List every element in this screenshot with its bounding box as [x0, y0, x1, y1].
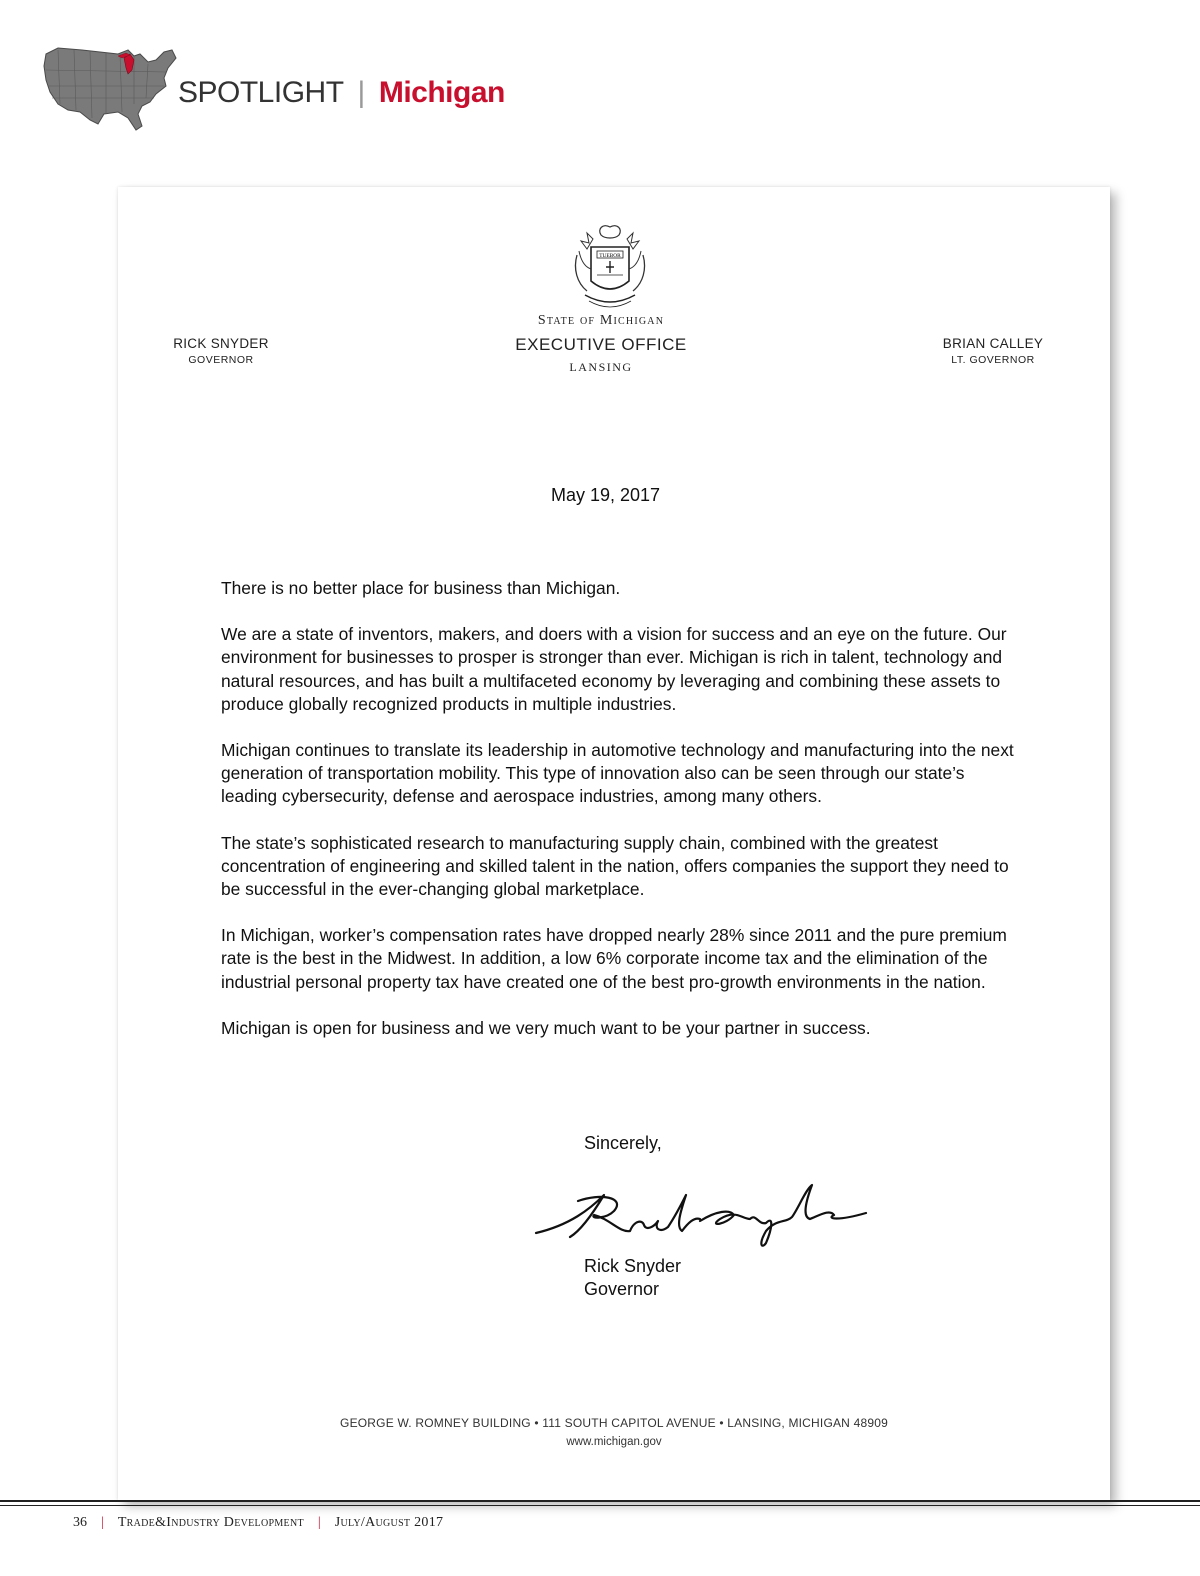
- letter-body: [221, 577, 1021, 1063]
- lt-governor-block: [930, 336, 1056, 366]
- governor-name: RICK SNYDER: [173, 336, 269, 351]
- letter-paragraph: Michigan is open for business and we very much want to be your partner in success.: [221, 1017, 871, 1038]
- publication-name: Trade&Industry Development: [117, 1515, 304, 1530]
- letter-date: May 19, 2017: [551, 485, 661, 505]
- section-title: [178, 76, 505, 110]
- seal-motto: TUEBOR: [599, 252, 621, 259]
- michigan-seal-icon: [567, 221, 653, 313]
- letter-footer-website: www.michigan.gov: [566, 1436, 662, 1448]
- lt-governor-title: LT. GOVERNOR: [951, 354, 1035, 366]
- page-footer: [73, 1515, 443, 1531]
- footer-pipe: |: [317, 1515, 321, 1530]
- section-label: SPOTLIGHT: [178, 76, 344, 109]
- footer-rule-thin: [0, 1505, 1200, 1506]
- footer-pipe: |: [101, 1515, 104, 1530]
- letter-paragraph: Michigan continues to translate its leadership in automotive technology and manufacturing into the next generation of transportation mobility. This type of innovation also can be seen through our state’s leading cybersecurity, defense and aerospace industries, among many others.: [221, 740, 1014, 807]
- page-number: 36: [73, 1515, 87, 1530]
- issue-date: July/August 2017: [334, 1515, 444, 1530]
- state-name: Michigan: [378, 76, 505, 109]
- letter-paragraph: The state’s sophisticated research to manufacturing supply chain, combined with the greatest concentration of engineering and skilled talent in the nation, offers companies the support they need to be successful in the ever-changing global marketplace.: [221, 832, 1009, 900]
- lt-governor-name: BRIAN CALLEY: [942, 336, 1044, 351]
- title-separator: |: [357, 76, 365, 109]
- letter-closing: Sincerely,: [584, 1133, 662, 1153]
- office-city: LANSING: [569, 360, 633, 374]
- signature-icon: [530, 1179, 870, 1251]
- signer-name: Rick Snyder: [584, 1256, 682, 1276]
- governor-block: [166, 336, 276, 366]
- footer-rule: [0, 1500, 1200, 1502]
- us-map-michigan-icon: [38, 40, 180, 132]
- letter-paragraph: There is no better place for business than Michigan.: [221, 578, 621, 598]
- governor-title: GOVERNOR: [188, 354, 254, 366]
- letter-paragraph: In Michigan, worker’s compensation rates have dropped nearly 28% since 2011 and the pure premium rate is the best in the Midwest. In addition, a low 6% corporate income tax and the elimination of the industrial personal property tax have created one of the best pro-growth environments in the nation.: [221, 925, 1007, 992]
- letter-footer-address: GEORGE W. ROMNEY BUILDING • 111 SOUTH CAPITOL AVENUE • LANSING, MICHIGAN 48909: [340, 1416, 888, 1430]
- signer-title: Governor: [584, 1279, 660, 1299]
- letter-paragraph: We are a state of inventors, makers, and doers with a vision for success and an eye on the future. Our environment for businesses to prosper is stronger than ever. Michigan is rich in talent, technology and natural resources, and has built a multifaceted economy by leveraging and combining these assets to produce globally recognized products in multiple industries.: [221, 624, 1007, 714]
- signer-block: [584, 1255, 681, 1301]
- office-name: EXECUTIVE OFFICE: [515, 335, 687, 354]
- letter-sheet: [118, 187, 1110, 1500]
- office-state: State of Michigan: [537, 313, 665, 328]
